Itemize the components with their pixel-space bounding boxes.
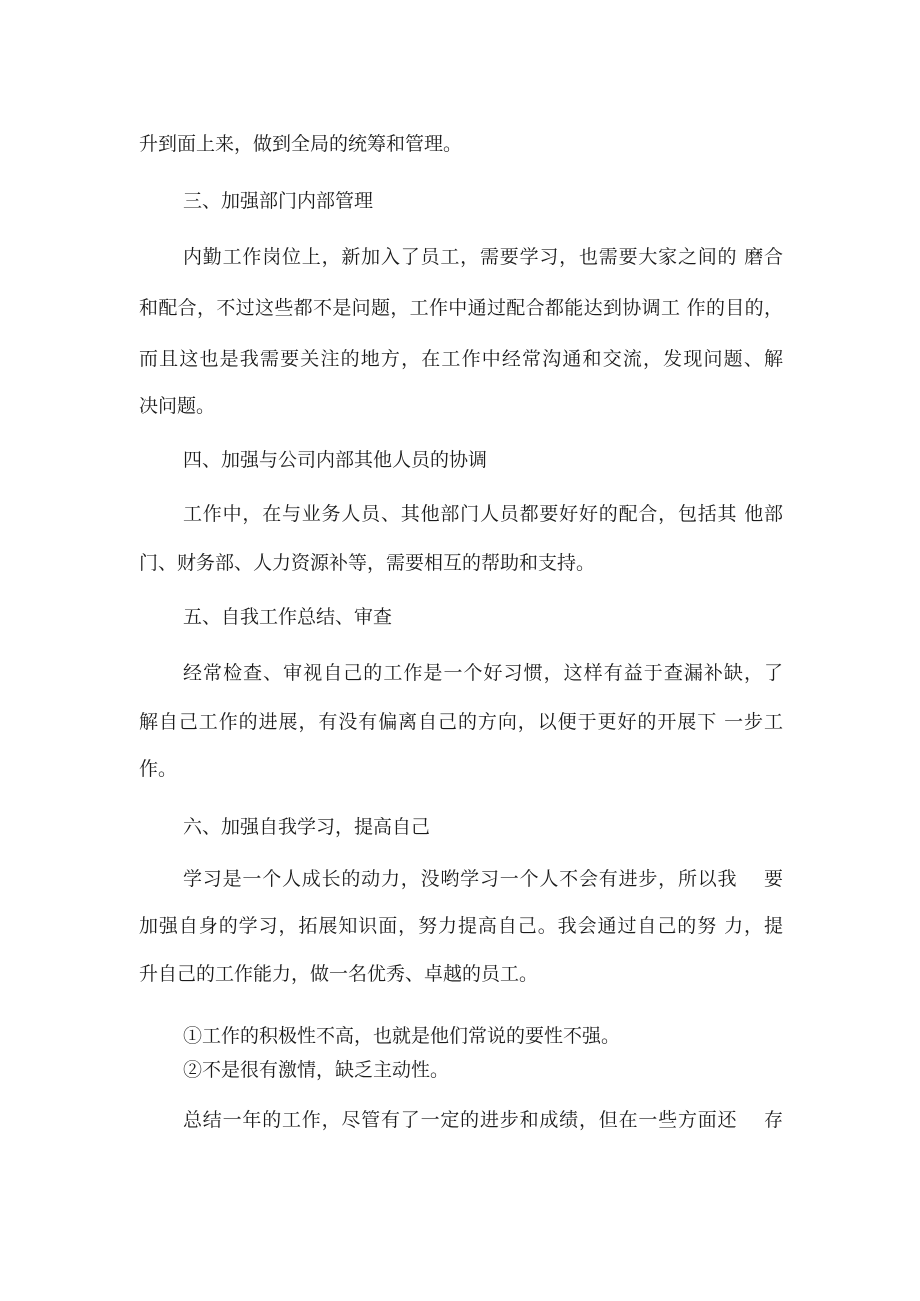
paragraph-line: 总结一年的工作，尽管有了一定的进步和成绩，但在一些方面还 存 xyxy=(183,1109,783,1131)
section-heading-3: 三、加强部门内部管理 xyxy=(183,190,374,212)
paragraph-line: 和配合，不过这些都不是问题，工作中通过配合都能达到协调工 作的目的， xyxy=(139,297,783,319)
paragraph-line: 而且这也是我需要关注的地方，在工作中经常沟通和交流，发现问题、解 xyxy=(139,348,783,370)
list-item-1: ①工作的积极性不高，也就是他们常说的要性不强。 xyxy=(183,1025,621,1047)
paragraph-line: 加强自身的学习，拓展知识面，努力提高自己。我会通过自己的努 力，提 xyxy=(139,915,783,937)
paragraph-line: 升到面上来，做到全局的统筹和管理。 xyxy=(139,133,463,155)
section-heading-4: 四、加强与公司内部其他人员的协调 xyxy=(183,449,488,471)
paragraph-line: 学习是一个人成长的动力，没哟学习一个人不会有进步，所以我 要 xyxy=(183,868,783,890)
paragraph-line: 工作中，在与业务人员、其他部门人员都要好好的配合，包括其 他部 xyxy=(183,503,783,525)
section-heading-6: 六、加强自我学习，提高自己 xyxy=(183,816,431,838)
section-heading-5: 五、自我工作总结、审查 xyxy=(183,606,393,628)
paragraph-line: 决问题。 xyxy=(139,395,216,417)
list-item-2: ②不是很有激情，缺乏主动性。 xyxy=(183,1059,450,1081)
paragraph-line: 经常检查、审视自己的工作是一个好习惯，这样有益于查漏补缺，了 xyxy=(183,662,783,684)
paragraph-line: 内勤工作岗位上，新加入了员工，需要学习，也需要大家之间的 磨合 xyxy=(183,246,783,268)
paragraph-line: 升自己的工作能力，做一名优秀、卓越的员工。 xyxy=(139,963,539,985)
paragraph-line: 解自己工作的进展，有没有偏离自己的方向，以便于更好的开展下 一步工 xyxy=(139,711,783,733)
paragraph-line: 门、财务部、人力资源补等，需要相互的帮助和支持。 xyxy=(139,552,596,574)
paragraph-line: 作。 xyxy=(139,758,178,780)
